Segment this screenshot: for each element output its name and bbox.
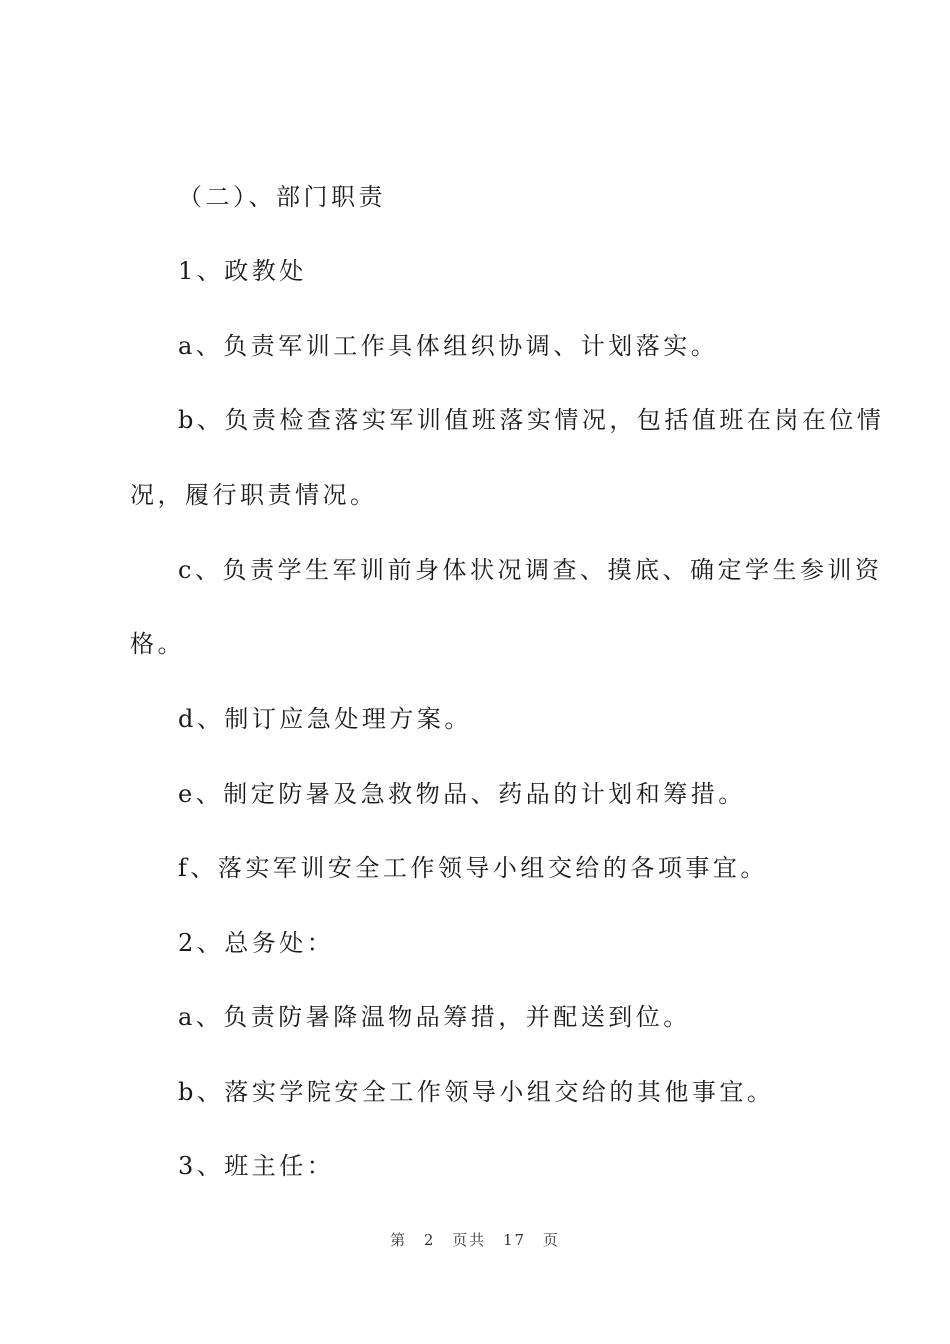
paragraph-line: 况，履行职责情况。 <box>130 481 378 509</box>
paragraph-line: c、负责学生军训前身体状况调查、摸底、确定学生参训资 <box>178 556 883 584</box>
paragraph-line: b、负责检查落实军训值班落实情况，包括值班在岗在位情 <box>178 406 885 434</box>
page-label-middle: 页共 <box>452 1231 487 1249</box>
subsection-heading: 3、班主任： <box>178 1152 335 1180</box>
paragraph-line: f、落实军训安全工作领导小组交给的各项事宜。 <box>178 854 768 882</box>
section-heading: （二）、部门职责 <box>178 183 386 211</box>
page-number: 2 <box>423 1231 436 1249</box>
paragraph-line: 格。 <box>130 630 185 658</box>
paragraph-line: d、制订应急处理方案。 <box>178 705 472 733</box>
subsection-heading: 1、政教处 <box>178 257 307 285</box>
paragraph-line: b、落实学院安全工作领导小组交给的其他事宜。 <box>178 1078 775 1106</box>
page-label-suffix: 页 <box>542 1231 560 1249</box>
paragraph-line: a、负责防暑降温物品筹措，并配送到位。 <box>178 1003 691 1031</box>
paragraph-line: a、负责军训工作具体组织协调、计划落实。 <box>178 332 719 360</box>
page-footer <box>0 1229 950 1250</box>
page-total: 17 <box>503 1231 527 1249</box>
page-label-prefix: 第 <box>390 1231 408 1249</box>
subsection-heading: 2、总务处： <box>178 929 335 957</box>
paragraph-line: e、制定防暑及急救物品、药品的计划和筹措。 <box>178 780 746 808</box>
